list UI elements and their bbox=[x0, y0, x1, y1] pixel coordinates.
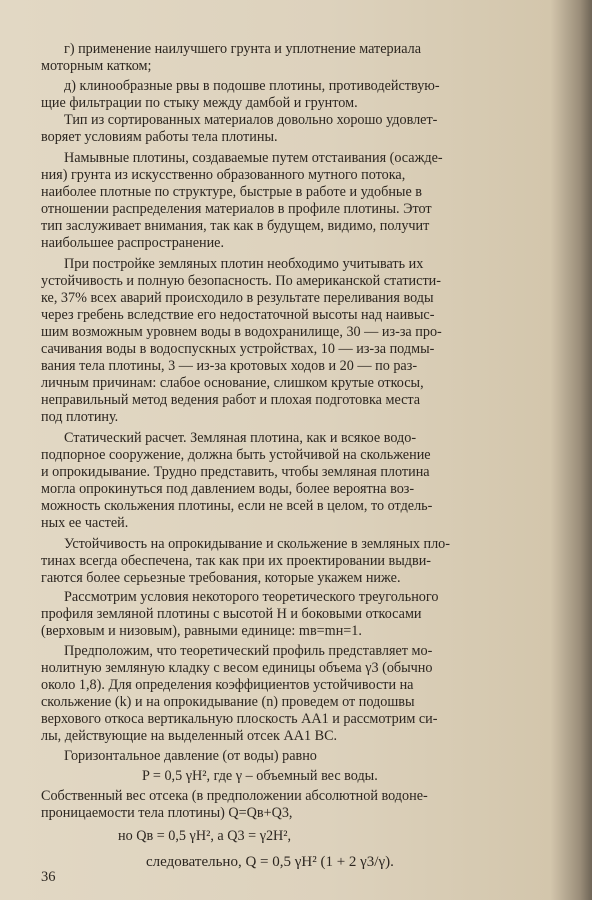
text-line: г) применение наилучшего грунта и уплотнение материала bbox=[64, 41, 422, 57]
text-line: отношении распределения материалов в профиле плотины. Этот bbox=[41, 201, 432, 217]
text-line: тинах всегда обеспечена, так как при их проектировании выдви- bbox=[41, 553, 432, 569]
text-line: Тип из сортированных материалов довольно хорошо удовлет- bbox=[64, 112, 438, 128]
text-line: шим возможным уровнем воды в водохранилище, 30 — из-за про- bbox=[41, 324, 442, 340]
text-line: (верховым и низовым), равными единице: mв=mн=1. bbox=[41, 623, 362, 639]
text-line: ния) грунта из искусственно образованного мутного потока, bbox=[41, 167, 406, 183]
text-line: нолитную земляную кладку с весом единицы объема γ3 (обычно bbox=[41, 660, 433, 676]
text-line: тип заслуживает внимания, так как в будущем, видимо, получит bbox=[41, 218, 430, 234]
text-line: Намывные плотины, создаваемые путем отстаивания (осажде- bbox=[64, 150, 443, 166]
formula-line: но Qв = 0,5 γH², а Q3 = γ2H², bbox=[118, 828, 292, 844]
text-line: Собственный вес отсека (в предположении абсолютной водоне- bbox=[41, 788, 428, 804]
text-line: При постройке земляных плотин необходимо учитывать их bbox=[64, 256, 424, 272]
text-line: устойчивость и полную безопасность. По американской статисти- bbox=[41, 273, 441, 289]
formula-line: следовательно, Q = 0,5 γH² (1 + 2 γ3/γ). bbox=[146, 854, 394, 870]
text-line: неправильный метод ведения работ и плохая подготовка места bbox=[41, 392, 421, 408]
text-line: воряет условиям работы тела плотины. bbox=[41, 129, 278, 145]
text-line: профиля земляной плотины с высотой H и боковыми откосами bbox=[41, 606, 422, 622]
text-line: верхового откоса вертикальную плоскость AA1 и рассмотрим си- bbox=[41, 711, 438, 727]
text-line: вания тела плотины, 3 — из-за кротовых ходов и 20 — по раз- bbox=[41, 358, 418, 374]
text-line: проницаемости тела плотины) Q=Qв+Q3, bbox=[41, 805, 293, 821]
text-line: ке, 37% всех аварий происходило в результате переливания воды bbox=[41, 290, 434, 306]
text-line: наибольшее распространение. bbox=[41, 235, 225, 251]
text-line: ных ее частей. bbox=[41, 515, 129, 531]
text-line: около 1,8). Для определения коэффициентов устойчивости на bbox=[41, 677, 414, 693]
text-line: щие фильтрации по стыку между дамбой и грунтом. bbox=[41, 95, 358, 111]
text-line: Рассмотрим условия некоторого теоретического треугольного bbox=[64, 589, 439, 605]
text-line: Статический расчет. Земляная плотина, как и всякое водо- bbox=[64, 430, 417, 446]
text-line: Предположим, что теоретический профиль представляет мо- bbox=[64, 643, 433, 659]
text-line: моторным катком; bbox=[41, 58, 152, 74]
text-line: можность скольжения плотины, если не всей в целом, то отдель- bbox=[41, 498, 433, 514]
text-line: лы, действующие на выделенный отсек AA1 BC. bbox=[41, 728, 338, 744]
text-line: скольжение (k) и на опрокидывание (n) проведем от подошвы bbox=[41, 694, 415, 710]
text-line: через гребень вследствие его недостаточной высоты над наивыс- bbox=[41, 307, 435, 323]
text-line: гаются более серьезные требования, которые укажем ниже. bbox=[41, 570, 401, 586]
text-line: подпорное сооружение, должна быть устойчивой на скольжение bbox=[41, 447, 431, 463]
text-line: Устойчивость на опрокидывание и скольжение в земляных пло- bbox=[64, 536, 451, 552]
text-line: сачивания воды в водоспускных устройствах, 10 — из-за подмы- bbox=[41, 341, 435, 357]
text-line: наиболее плотные по структуре, быстрые в работе и удобные в bbox=[41, 184, 423, 200]
page-number: 36 bbox=[41, 869, 56, 885]
formula-line: P = 0,5 γH², где γ – объемный вес воды. bbox=[142, 768, 378, 784]
text-line: под плотину. bbox=[41, 409, 119, 425]
text-line: личным причинам: слабое основание, слишком крутые откосы, bbox=[41, 375, 424, 391]
text-line: могла опрокинуться под давлением воды, более вероятна воз- bbox=[41, 481, 415, 497]
text-line: Горизонтальное давление (от воды) равно bbox=[64, 748, 317, 764]
text-line: д) клинообразные рвы в подошве плотины, противодействую- bbox=[64, 78, 440, 94]
text-line: и опрокидывание. Трудно представить, чтобы земляная плотина bbox=[41, 464, 430, 480]
